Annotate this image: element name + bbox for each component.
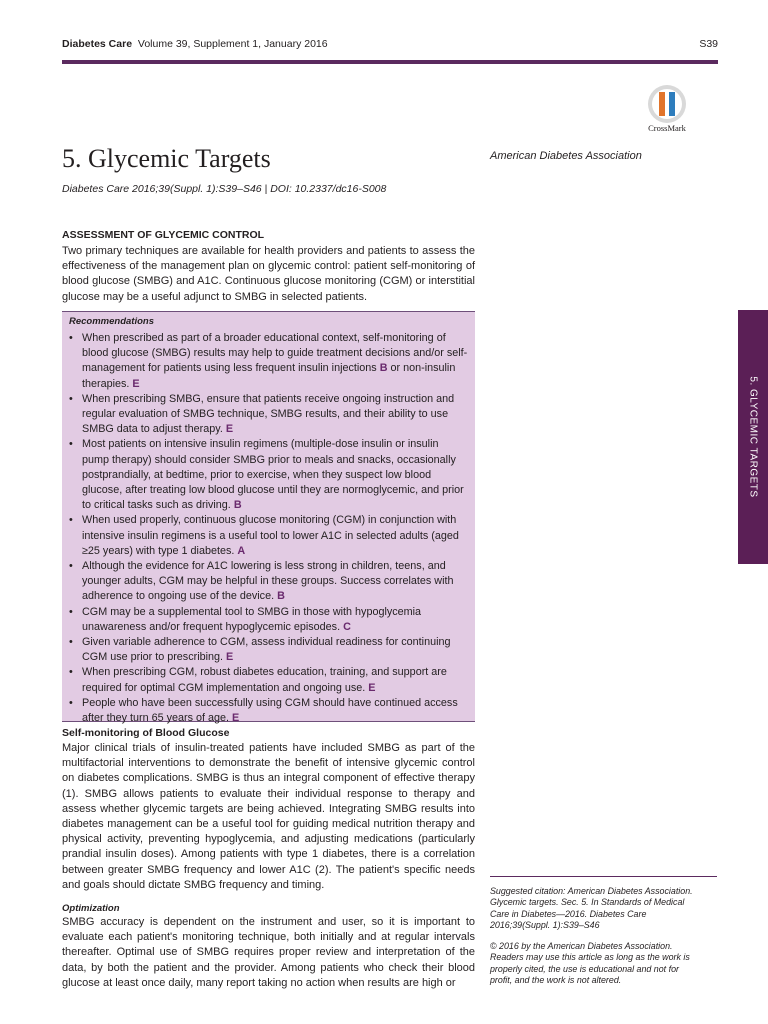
evidence-grade: C — [343, 620, 351, 633]
recommendation-item: • When prescribed as part of a broader educational context, self-monitoring of blood glucose (SMBG) results may help to guide treatment decisions and/or self-management for patients using less frequent insulin injections B or non-insulin therapies. E — [68, 331, 468, 392]
evidence-grade: E — [368, 681, 376, 694]
citation-line: Diabetes Care 2016;39(Suppl. 1):S39–S46 | DOI: 10.2337/dc16-S008 — [62, 183, 387, 195]
crossmark-label: CrossMark — [648, 123, 686, 133]
recommendation-item: • Given variable adherence to CGM, assess individual readiness for continuing CGM use prior to prescribing. E — [68, 635, 468, 665]
crossmark-badge[interactable] — [642, 84, 692, 134]
recommendation-item: • People who have been successfully using CGM should have continued access after they turn 65 years of age. E — [68, 696, 468, 726]
recommendations-list — [68, 331, 468, 726]
recommendation-item: • CGM may be a supplemental tool to SMBG in those with hypoglycemia unawareness and/or frequent hypoglycemic episodes. C — [68, 605, 468, 635]
recommendation-item: • Although the evidence for A1C lowering is less strong in children, teens, and younger adults, CGM may be helpful in these groups. Success correlates with adherence to ongoing use of the device. B — [68, 559, 468, 605]
recommendations-title: Recommendations — [69, 316, 154, 327]
article-title: 5. Glycemic Targets — [62, 144, 271, 173]
footnote-rule — [490, 876, 717, 877]
article-author: American Diabetes Association — [490, 150, 642, 162]
recommendations-box — [62, 311, 475, 725]
copyright-notice: © 2016 by the American Diabetes Association. Readers may use this article as long as the work is properly cited, the use is educational and not for profit, and the work is not altered. — [490, 941, 690, 986]
evidence-grade: E — [226, 651, 234, 664]
section-heading: ASSESSMENT OF GLYCEMIC CONTROL — [62, 229, 265, 241]
crossmark-icon — [642, 84, 692, 134]
smbg-paragraph: Major clinical trials of insulin-treated patients have included SMBG as part of the multifactorial interventions to demonstrate the benefit of intensive glycemic control on diabetes complications. SMBG is thus an integral component of effective therapy (1). SMBG allows patients to evaluate their individual response to therapy and assess whether glycemic targets are being achieved. Integrating SMBG results into diabetes management can be a useful tool for guiding medical nutrition therapy and physical activity, preventing hypoglycemia, and adjusting medications (particularly prandial insulin doses). Among patients with type 1 diabetes, there is a correlation between greater SMBG frequency and lower A1C (2). The patient's specific needs and goals should dictate SMBG frequency and timing. — [62, 742, 475, 891]
optimization-paragraph: SMBG accuracy is dependent on the instrument and user, so it is important to evaluate each patient's monitoring technique, both initially and at regular intervals thereafter. Optimal use of SMBG requires proper review and interpretation of the data, by both the patient and the provider. Among patients who check their blood glucose at least once daily, many report taking no action when results are high or — [62, 916, 475, 989]
side-tab-label: 5. GLYCEMIC TARGETS — [747, 376, 759, 498]
evidence-grade: B — [379, 362, 388, 375]
evidence-grade: B — [233, 499, 242, 512]
page-number: S39 — [699, 38, 718, 50]
header-rule — [62, 60, 718, 64]
journal-name: Diabetes Care — [62, 38, 133, 50]
evidence-grade: A — [237, 544, 246, 557]
journal-issue: Volume 39, Supplement 1, January 2016 — [137, 38, 328, 50]
running-header — [62, 38, 328, 50]
smbg-heading: Self-monitoring of Blood Glucose — [62, 727, 230, 739]
suggested-citation: Suggested citation: American Diabetes Association. Glycemic targets. Sec. 5. In Standards of Medical Care in Diabetes—2016. Diabetes Care 2016;39(Suppl. 1):S39–S46 — [490, 886, 693, 931]
evidence-grade: B — [277, 590, 285, 603]
recommendation-item: • When prescribing SMBG, ensure that patients receive ongoing instruction and regular evaluation of SMBG technique, SMBG results, and their ability to use SMBG data to adjust therapy. E — [68, 392, 468, 438]
optimization-heading: Optimization — [62, 903, 120, 914]
evidence-grade: E — [132, 377, 140, 390]
recommendation-item: • When prescribing CGM, robust diabetes education, training, and support are required for optimal CGM implementation and ongoing use. E — [68, 665, 468, 695]
recommendation-item: • When used properly, continuous glucose monitoring (CGM) in conjunction with intensive insulin regimens is a useful tool to lower A1C in selected adults (aged ≥25 years) with type 1 diabetes. A — [68, 513, 468, 559]
intro-paragraph: Two primary techniques are available for health providers and patients to assess the effectiveness of the management plan on glycemic control: patient self-monitoring of blood glucose (SMBG) and A1C. Continuous glucose monitoring (CGM) or interstitial glucose may be a useful adjunct to SMBG in selected patients. — [62, 245, 475, 303]
section-side-tab — [738, 310, 768, 564]
recommendation-item: • Most patients on intensive insulin regimens (multiple-dose insulin or insulin pump therapy) should consider SMBG prior to meals and snacks, occasionally postprandially, at bedtime, prior to exercise, when they suspect low blood glucose, after treating low blood glucose until they are normoglycemic, and prior to critical tasks such as driving. B — [68, 437, 468, 513]
evidence-grade: E — [232, 712, 240, 725]
evidence-grade: E — [225, 423, 234, 436]
